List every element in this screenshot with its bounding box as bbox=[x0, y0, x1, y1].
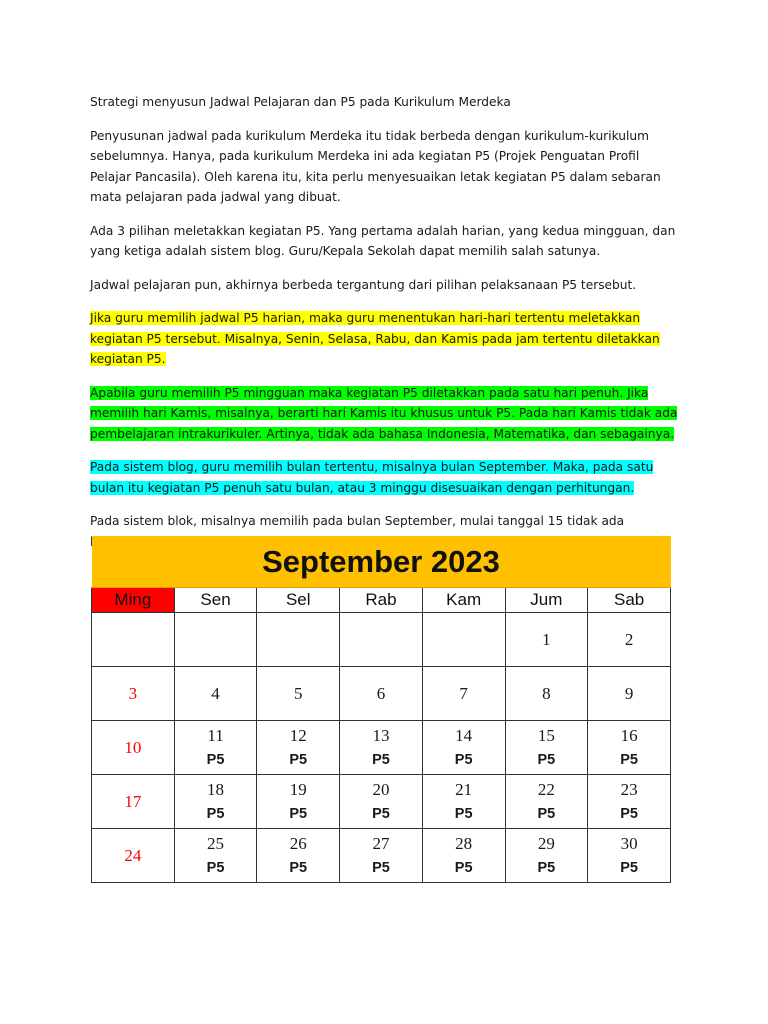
p5-label: P5 bbox=[289, 859, 308, 876]
date-number: 9 bbox=[624, 683, 634, 703]
paragraph-block-example: Pada sistem blok, misalnya memilih pada bulan September, mulai tanggal 15 tidak ada bbox=[90, 514, 625, 528]
date-number: 12 bbox=[289, 725, 307, 745]
p5-label: P5 bbox=[537, 805, 556, 822]
date-number: 11 bbox=[207, 725, 224, 745]
date-number: 18 bbox=[207, 779, 225, 799]
weekday-wednesday: Rab bbox=[340, 588, 423, 613]
paragraph-schedule: Jadwal pelajaran pun, akhirnya berbeda tergantung dari pilihan pelaksanaan P5 tersebut. bbox=[90, 277, 637, 292]
p5-label: P5 bbox=[620, 859, 638, 876]
calendar-cell bbox=[505, 721, 588, 775]
p5-label: P5 bbox=[372, 751, 390, 768]
p5-label: P5 bbox=[537, 751, 556, 768]
highlight-cyan-text: Pada sistem blog, guru memilih bulan tertentu, misalnya bulan September. Maka, pada satu bulan itu kegiatan P5 penuh satu bulan, atau 3 minggu disesuaikan dengan perhitungan. bbox=[90, 460, 654, 495]
calendar-cell bbox=[505, 613, 588, 667]
p5-label: P5 bbox=[537, 859, 556, 876]
date-number: 20 bbox=[372, 779, 390, 799]
calendar-cell bbox=[505, 829, 588, 883]
date-number: 29 bbox=[537, 833, 555, 853]
date-number: 10 bbox=[124, 737, 142, 757]
calendar-cell bbox=[257, 721, 340, 775]
calendar-cell bbox=[174, 775, 257, 829]
calendar-cell bbox=[92, 667, 175, 721]
calendar-cell bbox=[588, 613, 671, 667]
calendar-cell bbox=[588, 667, 671, 721]
weekday-header-row bbox=[92, 588, 671, 613]
calendar-table bbox=[91, 536, 671, 883]
calendar-cell bbox=[340, 721, 423, 775]
calendar-cell bbox=[588, 775, 671, 829]
calendar-cell bbox=[340, 829, 423, 883]
date-number: 23 bbox=[620, 779, 638, 799]
p5-label: P5 bbox=[620, 805, 638, 822]
date-number: 24 bbox=[124, 845, 142, 865]
calendar-cell bbox=[422, 667, 505, 721]
paragraph-options: Ada 3 pilihan meletakkan kegiatan P5. Yang pertama adalah harian, yang kedua mingguan, dan yang ketiga adalah sistem blog. Guru/Kepala Sekolah dapat memilih salah satunya. bbox=[90, 223, 676, 258]
date-number: 25 bbox=[207, 833, 225, 853]
calendar-week-row bbox=[92, 667, 671, 721]
date-number: 22 bbox=[537, 779, 555, 799]
calendar-cell bbox=[92, 829, 175, 883]
weekday-saturday: Sab bbox=[588, 588, 671, 613]
calendar-cell bbox=[174, 613, 257, 667]
date-number: 19 bbox=[289, 779, 307, 799]
weekday-friday: Jum bbox=[505, 588, 588, 613]
date-number: 16 bbox=[620, 725, 638, 745]
date-number: 26 bbox=[289, 833, 307, 853]
paragraph-block-highlight bbox=[90, 457, 680, 498]
calendar-week-row bbox=[92, 613, 671, 667]
highlight-green-text: Apabila guru memilih P5 mingguan maka kegiatan P5 diletakkan pada satu hari penuh. Jika memilih hari Kamis, misalnya, berarti hari Kamis itu khusus untuk P5. Pada hari Kamis tidak ada pembelajaran intrakurikuler. Artinya, tidak ada bahasa Indonesia, Matematika, dan sebagainya. bbox=[90, 385, 678, 441]
weekday-thursday: Kam bbox=[422, 588, 505, 613]
calendar-cell bbox=[588, 721, 671, 775]
calendar-week-row bbox=[92, 721, 671, 775]
calendar-cell bbox=[340, 613, 423, 667]
p5-label: P5 bbox=[454, 859, 473, 876]
calendar-cell bbox=[257, 775, 340, 829]
calendar-cell bbox=[422, 721, 505, 775]
p5-label: P5 bbox=[206, 805, 225, 822]
calendar-week-row bbox=[92, 775, 671, 829]
calendar-cell bbox=[340, 775, 423, 829]
calendar-cell bbox=[505, 775, 588, 829]
p5-label: P5 bbox=[454, 751, 473, 768]
calendar-title: September 2023 bbox=[92, 536, 671, 588]
date-number: 28 bbox=[455, 833, 473, 853]
calendar-cell bbox=[92, 613, 175, 667]
calendar-cell bbox=[422, 613, 505, 667]
p5-label: P5 bbox=[289, 805, 308, 822]
calendar-cell bbox=[422, 829, 505, 883]
weekday-tuesday: Sel bbox=[257, 588, 340, 613]
date-number: 15 bbox=[537, 725, 555, 745]
date-number: 4 bbox=[211, 683, 220, 703]
p5-label: P5 bbox=[206, 859, 225, 876]
calendar-cell bbox=[257, 829, 340, 883]
p5-label: P5 bbox=[454, 805, 473, 822]
date-number: 17 bbox=[124, 791, 142, 811]
calendar-cell bbox=[340, 667, 423, 721]
date-number: 1 bbox=[542, 629, 551, 649]
calendar-cell bbox=[174, 829, 257, 883]
date-number: 7 bbox=[459, 683, 468, 703]
p5-label: P5 bbox=[289, 751, 308, 768]
date-number: 30 bbox=[620, 833, 638, 853]
document-body bbox=[90, 92, 680, 565]
date-number: 21 bbox=[455, 779, 473, 799]
calendar-cell bbox=[257, 613, 340, 667]
date-number: 2 bbox=[624, 629, 634, 649]
date-number: 27 bbox=[372, 833, 390, 853]
calendar-cell bbox=[174, 667, 257, 721]
highlight-yellow-text: Jika guru memilih jadwal P5 harian, maka guru menentukan hari-hari tertentu meletakkan kegiatan P5 tersebut. Misalnya, Senin, Selasa, Rabu, dan Kamis pada jam tertentu diletakkan kegiatan P5. bbox=[90, 311, 660, 366]
calendar-week-row bbox=[92, 829, 671, 883]
calendar-cell bbox=[588, 829, 671, 883]
date-number: 6 bbox=[376, 683, 386, 703]
p5-label: P5 bbox=[620, 751, 638, 768]
paragraph-weekly-highlight bbox=[90, 383, 680, 445]
p5-label: P5 bbox=[372, 805, 390, 822]
weekday-sunday: Ming bbox=[92, 588, 175, 613]
p5-label: P5 bbox=[372, 859, 390, 876]
date-number: 8 bbox=[542, 683, 551, 703]
weekday-monday: Sen bbox=[174, 588, 257, 613]
date-number: 3 bbox=[128, 683, 138, 703]
calendar-cell bbox=[257, 667, 340, 721]
date-number: 14 bbox=[455, 725, 473, 745]
paragraph-intro: Penyusunan jadwal pada kurikulum Merdeka itu tidak berbeda dengan kurikulum-kurikulum sebelumnya. Hanya, pada kurikulum Merdeka ini ada kegiatan P5 (Projek Penguatan Profil Pelajar Pancasila). Oleh karena itu, kita perlu menyesuaikan letak kegiatan P5 dalam sebaran mata pelajaran pada jadwal yang dibuat. bbox=[90, 128, 661, 204]
date-number: 5 bbox=[294, 683, 303, 703]
calendar-cell bbox=[174, 721, 257, 775]
calendar-cell bbox=[92, 775, 175, 829]
calendar-cell bbox=[92, 721, 175, 775]
calendar-cell bbox=[422, 775, 505, 829]
calendar-cell bbox=[505, 667, 588, 721]
paragraph-daily-highlight bbox=[90, 308, 680, 370]
doc-title: Strategi menyusun Jadwal Pelajaran dan P5 pada Kurikulum Merdeka bbox=[90, 95, 511, 109]
p5-label: P5 bbox=[206, 751, 225, 768]
date-number: 13 bbox=[372, 725, 390, 745]
